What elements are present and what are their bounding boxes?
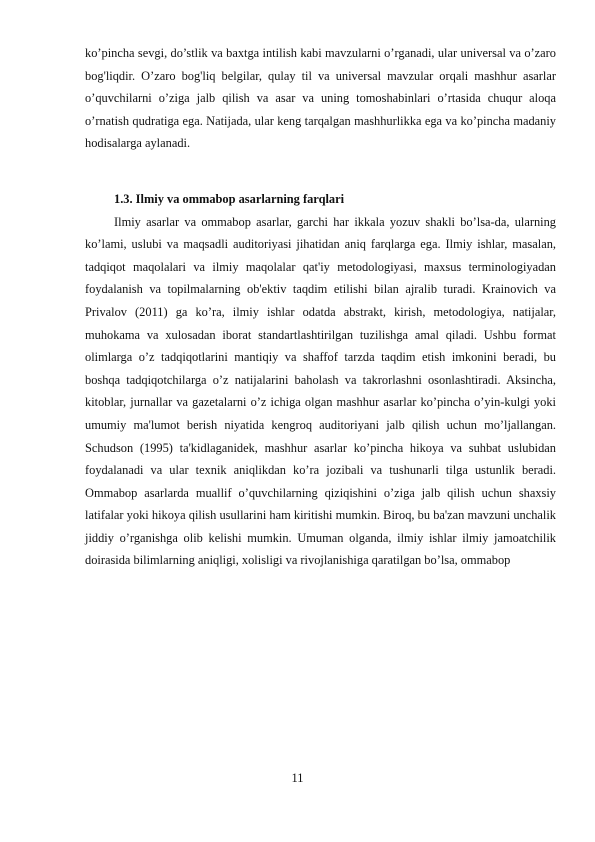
- page-number: 11: [291, 771, 304, 785]
- body-paragraph: Ilmiy asarlar va ommabop asarlar, garchi har ikkala yozuv shakli bo’lsa-da, ularning ko’lami, uslubi va maqsadli auditoriyasi jihatidan aniq farqlarga ega. Ilmiy ishlar, masalan, tadqiqot maqolalari va ilmiy maqolalar qat'iy metodologiyasi, maxsus terminologiyadan foydalanish va topilmalarning ob'ektiv taqdim etilishi bilan ajralib turadi. Krainovich va Privalov (2011) ga ko’ra, ilmiy ishlar odatda abstrakt, kirish, metodologiya, natijalar, muhokama va xulosadan iborat standartlashtirilgan tuzilishga amal qiladi. Ushbu format olimlarga o’z tadqiqotlarini mantiqiy va shaffof tarzda taqdim etish imkonini beradi, bu boshqa tadqiqotchilarga o’z natijalarini baholash va takrorlashni osonlashtiradi. Aksincha, kitoblar, jurnallar va gazetalarni o’z ichiga olgan mashhur asarlar ko’pincha o’yin-kulgi yoki umumiy ma'lumot berish niyatida kengroq auditoriyani jalb qilish uchun mo’ljallangan. Schudson (1995) ta'kidlaganidek, mashhur asarlar ko’pincha hikoya va suhbat uslubidan foydalanadi va ular texnik aniqlikdan ko’ra jozibali va tushunarli tilga ustunlik beradi. Ommabop asarlarda muallif o’quvchilarning qiziqishini o’ziga jalb qilish uchun shaxsiy latifalar yoki hikoya qilish usullarini ham kiritishi mumkin. Biroq, bu ba'zan mavzuni unchalik jiddiy o’rganishga olib kelishi mumkin. Umuman olganda, ilmiy ishlar ilmiy jamoatchilik doirasida bilimlarning aniqligi, xolisligi va rivojlanishiga qaratilgan bo’lsa, ommabop: [85, 214, 556, 568]
- document-page: [85, 42, 556, 572]
- section-heading: 1.3. Ilmiy va ommabop asarlarning farqlari: [114, 191, 345, 206]
- section-spacer: [85, 155, 556, 188]
- body-paragraph-continued: ko’pincha sevgi, do’stlik va baxtga intilish kabi mavzularni o’rganadi, ular universal va o’zaro bog'liqdir. O’zaro bog'liq belgilar, qulay til va universal mavzular orqali mashhur asarlar o’quvchilarni o’ziga jalb qilish va asar va uning tomoshabinlari o’rtasida chuqur aloqa o’rnatish qudratiga ega. Natijada, ular keng tarqalgan mashhurlikka ega va ko’pincha madaniy hodisalarga aylanadi.: [85, 46, 556, 151]
